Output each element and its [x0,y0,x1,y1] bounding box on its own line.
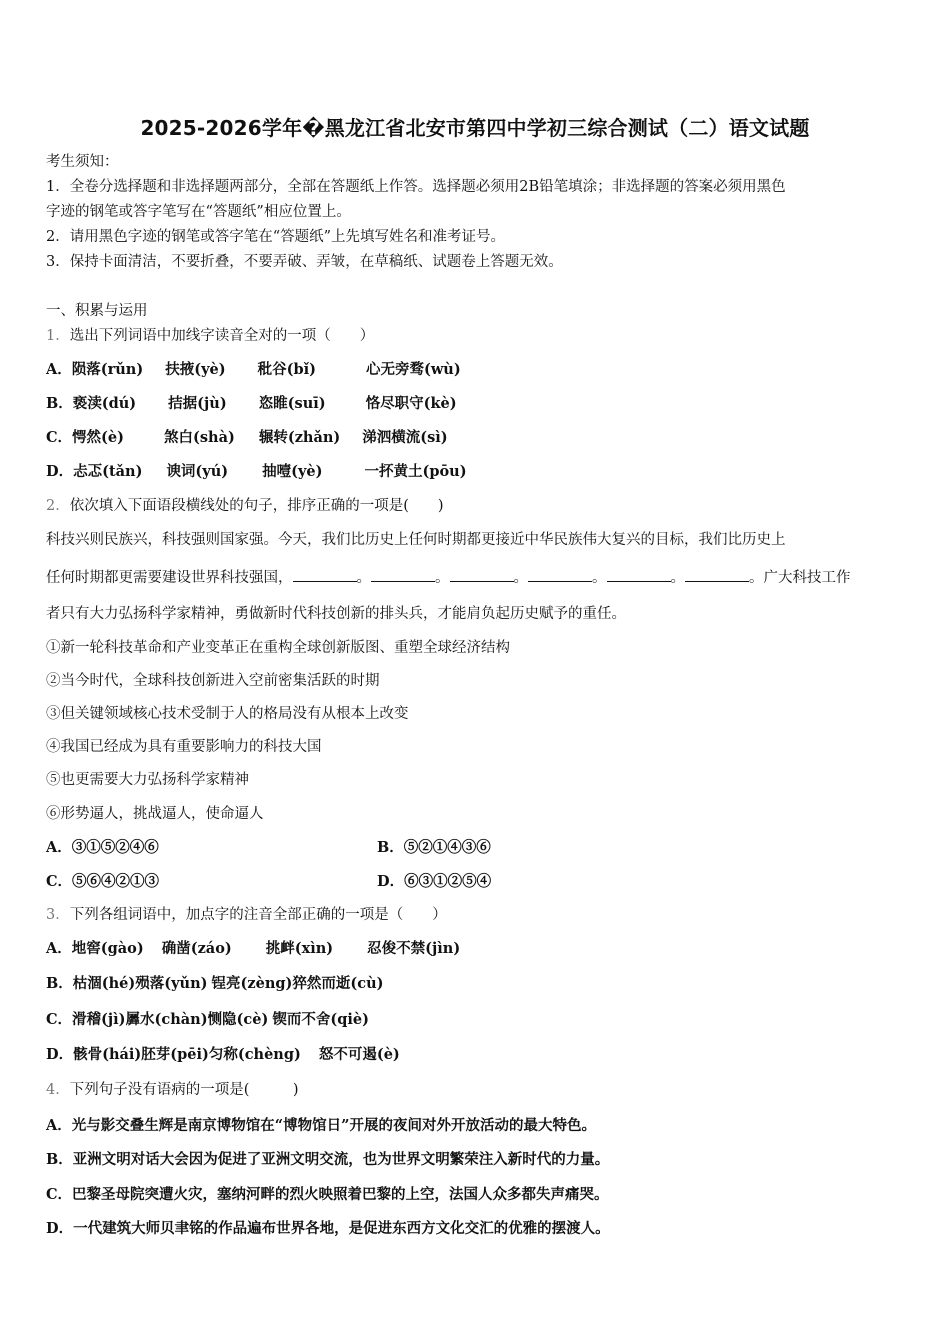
fill-blank [371,567,435,582]
page-title: 2025-2026学年�黑龙江省北安市第四中学初三综合测试（二）语文试题 [140,116,810,140]
q2-sentence: ⑥形势逼人，挑战逼人，使命逼人 [46,806,264,822]
q2-sentence: ⑤也更需要大力弘扬科学家精神 [46,772,249,788]
fill-blank [528,567,592,582]
question-3-stem: 3．下列各组词语中，加点字的注音全部正确的一项是（ ） [46,907,447,923]
q4-option-a: A．光与影交叠生辉是南京博物馆在“博物馆日”开展的夜间对外开放活动的最大特色。 [46,1117,596,1134]
question-4-stem: 4．下列句子没有语病的一项是( ) [46,1082,299,1098]
q2-sentence: ④我国已经成为具有重要影响力的科技大国 [46,739,322,755]
notice-item: 3．保持卡面清洁，不要折叠，不要弄破、弄皱，在草稿纸、试题卷上答题无效。 [46,254,563,270]
section-heading: 一、积累与运用 [46,303,148,319]
q1-option-a: A．陨落(rǔn) 扶掖(yè) 秕谷(bǐ) 心无旁骛(wù) [46,361,461,378]
q1-option-d: D．忐忑(tǎn) 谀词(yú) 抽噎(yè) 一抔黄土(pōu) [46,463,467,480]
q2-paragraph-line: 科技兴则民族兴，科技强则国家强。今天，我们比历史上任何时期都更接近中华民族伟大复兴的目标，我们比历史上 [46,532,786,548]
q2-option-c: C．⑤⑥④②①③ [46,873,160,890]
fill-blank [293,567,357,582]
q3-option-a: A．地窖(gào) 确凿(záo) 挑衅(xìn) 忍俊不禁(jìn) [46,940,461,957]
question-2-stem: 2．依次填入下面语段横线处的句子，排序正确的一项是( ) [46,498,444,514]
question-number: 1． [46,328,70,344]
fill-blank [685,567,749,582]
q1-option-b: B．亵渎(dú) 拮据(jù) 恣睢(suī) 恪尽职守(kè) [46,395,457,412]
notice-heading: 考生须知： [46,154,119,170]
q3-option-d: D．骸骨(hái)胚芽(pēi)匀称(chèng) 怒不可遏(è) [46,1046,400,1063]
q3-option-b: B．枯涸(hé)殒落(yǔn) 锃亮(zèng)猝然而逝(cù) [46,975,384,992]
q2-sentence: ③但关键领域核心技术受制于人的格局没有从根本上改变 [46,706,409,722]
q4-option-d: D．一代建筑大师贝聿铭的作品遍布世界各地，是促进东西方文化交汇的优雅的摆渡人。 [46,1220,610,1237]
q2-paragraph-line: 任何时期都更需要建设世界科技强国， 。 。 。 。 。 。广大科技工作 [46,567,851,588]
q4-option-b: B．亚洲文明对话大会因为促进了亚洲文明交流，也为世界文明繁荣注入新时代的力量。 [46,1151,610,1168]
q2-option-b: B．⑤②①④③⑥ [377,839,491,856]
q2-sentence: ①新一轮科技革命和产业变革正在重构全球创新版图、重塑全球经济结构 [46,640,510,656]
q2-option-d: D．⑥③①②⑤④ [377,873,492,890]
notice-item: 字迹的钢笔或答字笔写在“答题纸”相应位置上。 [46,204,351,220]
q3-option-c: C．滑稽(jì)羼水(chàn)恻隐(cè) 锲而不舍(qiè) [46,1011,369,1028]
question-number: 4． [46,1082,70,1098]
fill-blank [450,567,514,582]
question-number: 3． [46,907,70,923]
notice-item: 1．全卷分选择题和非选择题两部分，全部在答题纸上作答。选择题必须用2B铅笔填涂；非选择题的答案必须用黑色 [46,179,786,195]
q2-option-a: A．③①⑤②④⑥ [46,839,159,856]
q2-sentence: ②当今时代，全球科技创新进入空前密集活跃的时期 [46,673,380,689]
q2-paragraph-line: 者只有大力弘扬科学家精神，勇做新时代科技创新的排头兵，才能肩负起历史赋予的重任。 [46,606,626,622]
question-number: 2． [46,498,70,514]
q1-option-c: C．愕然(è) 煞白(shà) 辗转(zhǎn) 涕泗横流(sì) [46,429,448,446]
fill-blank [607,567,671,582]
q4-option-c: C．巴黎圣母院突遭火灾，塞纳河畔的烈火映照着巴黎的上空，法国人众多都失声痛哭。 [46,1186,609,1203]
question-1-stem: 1．选出下列词语中加线字读音全对的一项（ ） [46,328,375,344]
notice-item: 2．请用黑色字迹的钢笔或答字笔在“答题纸”上先填写姓名和准考证号。 [46,229,506,245]
